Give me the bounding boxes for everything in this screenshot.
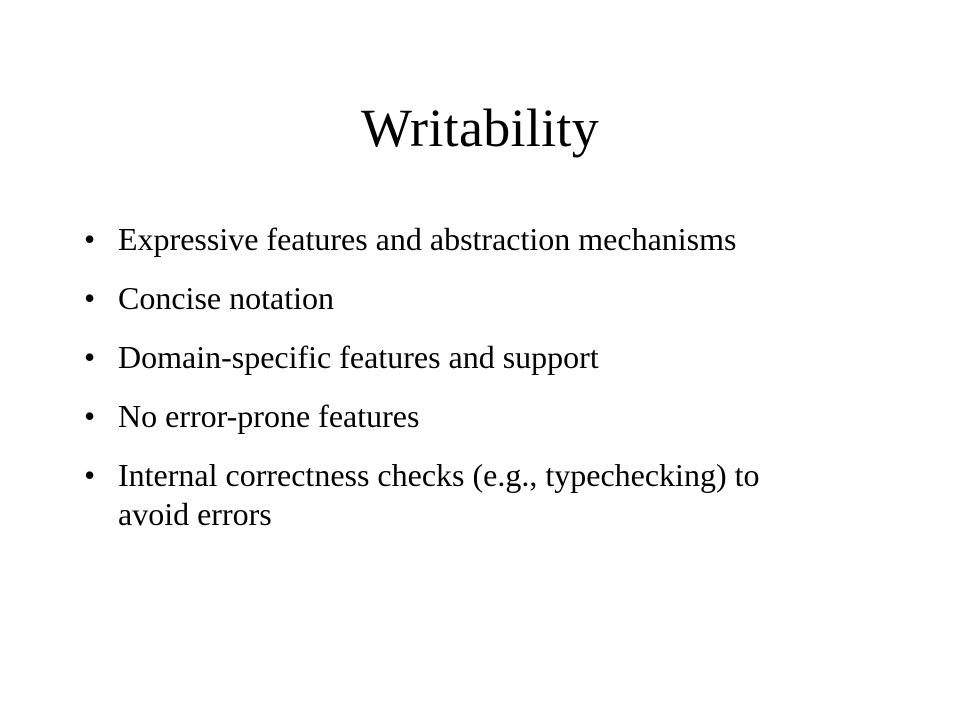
bullet-text: Internal correctness checks (e.g., typechecking) to avoid errors bbox=[118, 457, 760, 532]
bullet-item bbox=[84, 397, 804, 436]
bullet-point-icon: • bbox=[84, 457, 96, 493]
slide-title: Writability bbox=[360, 98, 600, 158]
bullet-point-icon: • bbox=[84, 221, 96, 257]
bullet-text: No error-prone features bbox=[118, 398, 420, 434]
bullet-point-icon: • bbox=[84, 339, 96, 375]
bullet-point-icon: • bbox=[84, 398, 96, 434]
bullet-item bbox=[84, 338, 804, 377]
bullet-point-icon: • bbox=[84, 280, 96, 316]
bullet-item bbox=[84, 279, 804, 318]
bullet-item bbox=[84, 456, 804, 534]
bullet-text: Domain-specific features and support bbox=[118, 339, 599, 375]
bullet-text: Concise notation bbox=[118, 280, 334, 316]
bullet-item bbox=[84, 220, 804, 259]
bullet-text: Expressive features and abstraction mechanisms bbox=[118, 221, 737, 257]
bullet-list bbox=[84, 220, 804, 554]
